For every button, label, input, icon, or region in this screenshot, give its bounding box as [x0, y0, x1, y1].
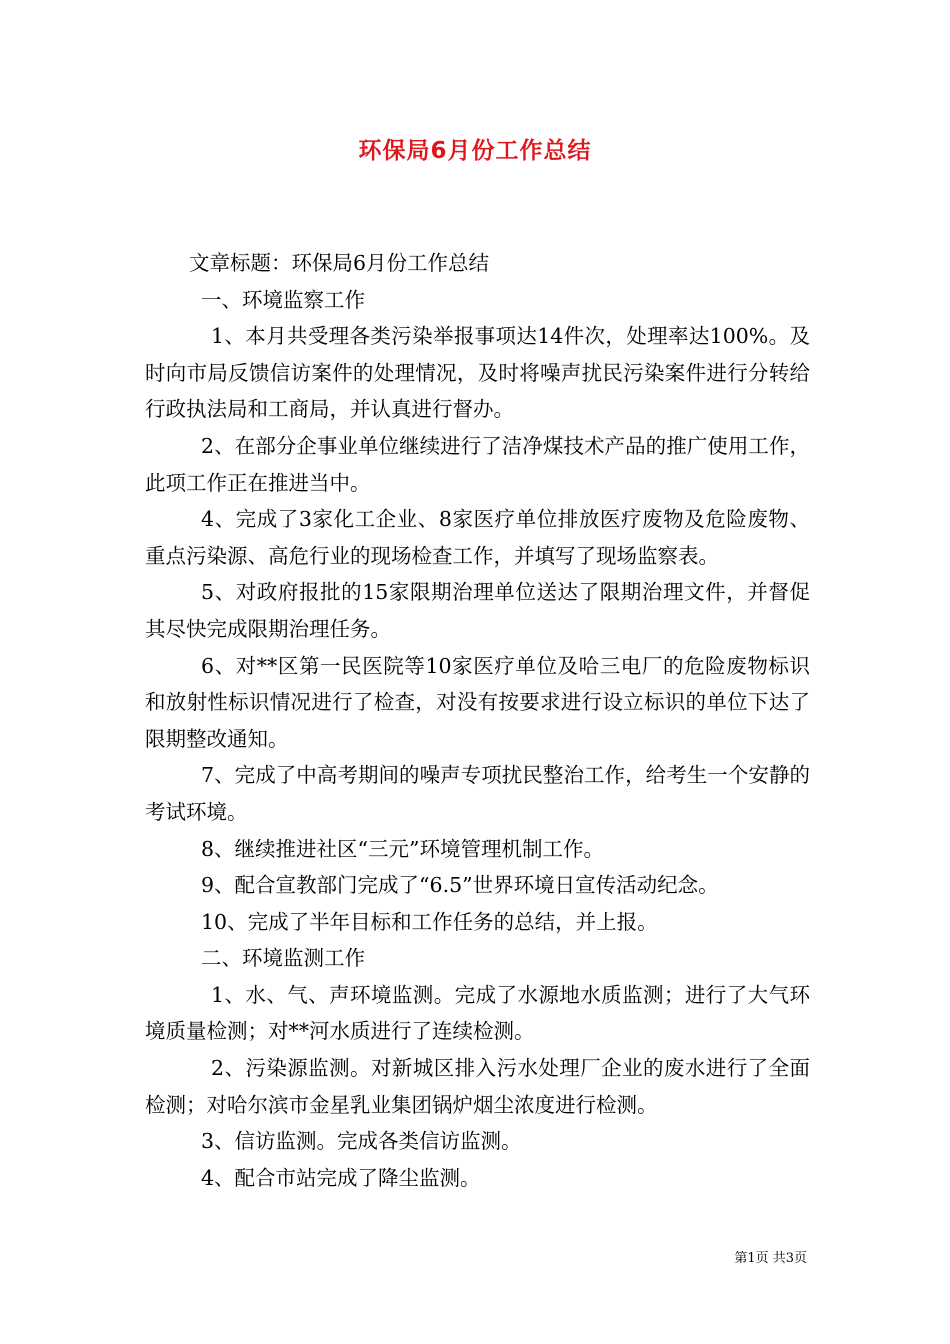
paragraph: 1、水、气、声环境监测。完成了水源地水质监测；进行了大气环境质量检测；对**河水质进行了连续检测。 [145, 982, 810, 1044]
paragraph: 10、完成了半年目标和工作任务的总结，并上报。 [201, 909, 658, 934]
section-heading-inspection: 一、环境监察工作 [201, 287, 365, 312]
paragraph: 3、信访监测。完成各类信访监测。 [201, 1129, 522, 1154]
paragraph: 1、本月共受理各类污染举报事项达14件次，处理率达100%。及时向市局反馈信访案件的处理情况，及时将噪声扰民污染案件进行分转给行政执法局和工商局，并认真进行督办。 [145, 324, 810, 422]
document-title: 环保局6月份工作总结 [358, 138, 592, 164]
paragraph: 8、继续推进社区“三元”环境管理机制工作。 [201, 836, 605, 861]
section-heading-monitoring: 二、环境监测工作 [201, 946, 365, 971]
paragraph: 4、完成了3家化工企业、8家医疗单位排放医疗废物及危险废物、重点污染源、高危行业的现场检查工作，并填写了现场监察表。 [145, 507, 810, 568]
paragraph: 7、完成了中高考期间的噪声专项扰民整治工作，给考生一个安静的考试环境。 [145, 763, 810, 824]
paragraph: 2、在部分企事业单位继续进行了洁净煤技术产品的推广使用工作，此项工作正在推进当中。 [145, 433, 810, 495]
paragraph: 5、对政府报批的15家限期治理单位送达了限期治理文件，并督促其尽快完成限期治理任务。 [145, 580, 810, 641]
document-body [145, 245, 810, 1196]
article-title-line: 文章标题：环保局6月份工作总结 [189, 251, 490, 275]
paragraph: 4、配合市站完成了降尘监测。 [201, 1165, 481, 1190]
page-number: 第1页 共3页 [734, 1251, 807, 1266]
paragraph: 2、污染源监测。对新城区排入污水处理厂企业的废水进行了全面检测；对哈尔滨市金星乳业集团锅炉烟尘浓度进行检测。 [145, 1056, 810, 1117]
paragraph: 9、配合宣教部门完成了“6.5”世界环境日宣传活动纪念。 [201, 873, 719, 898]
paragraph: 6、对**区第一民医院等10家医疗单位及哈三电厂的危险废物标识和放射性标识情况进行了检查，对没有按要求进行设立标识的单位下达了限期整改通知。 [145, 653, 810, 751]
